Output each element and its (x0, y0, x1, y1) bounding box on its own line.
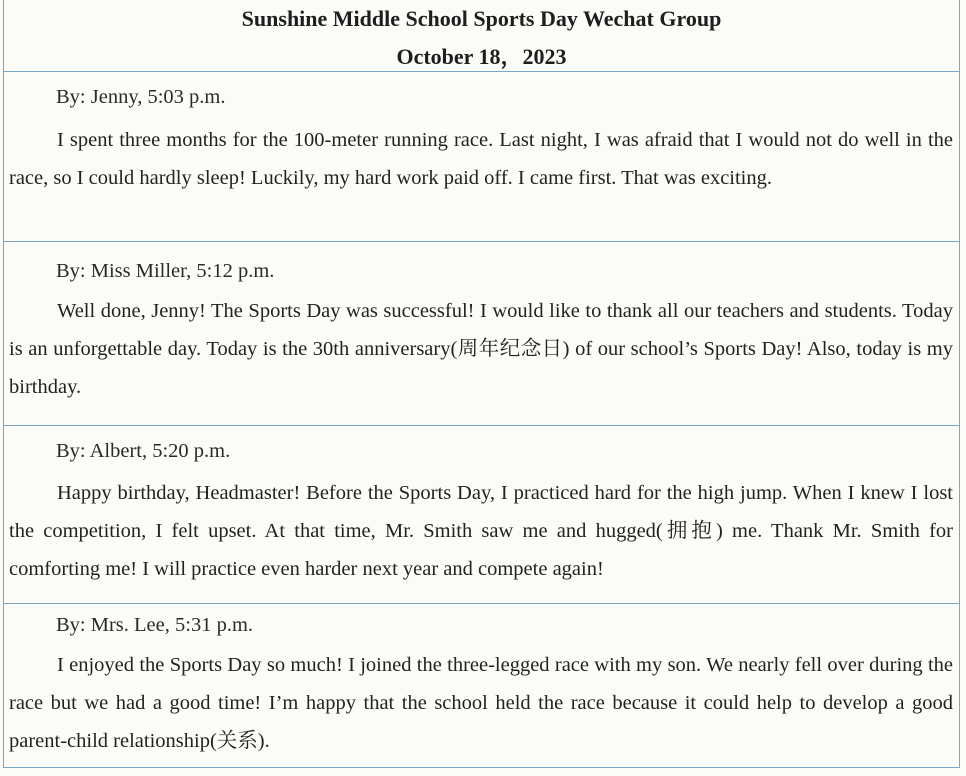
message-text: Well done, Jenny! The Sports Day was successful! I would like to thank all our teachers and students. Today is an unforgettable day. Today is the 30th anniversary(周年纪念日) of our school’s Sports Day! Also, today is my birthday. (9, 300, 953, 398)
message-byline: By: Albert, 5:20 p.m. (56, 440, 231, 462)
chat-log-table (3, 0, 960, 768)
message-row (4, 604, 959, 768)
group-title: Sunshine Middle School Sports Day Wechat Group (241, 6, 722, 31)
group-date: October 18，2023 (396, 44, 567, 69)
message-text: I enjoyed the Sports Day so much! I joined the three-legged race with my son. We nearly fell over during the race but we had a good time! I’m happy that the school held the race because it could help to develop a good parent-child relationship(关系). (9, 654, 953, 752)
message-row (4, 242, 959, 426)
message-row (4, 426, 959, 604)
message-byline: By: Jenny, 5:03 p.m. (56, 86, 226, 108)
message-text: I spent three months for the 100-meter running race. Last night, I was afraid that I would not do well in the race, so I could hardly sleep! Luckily, my hard work paid off. I came first. That was exciting. (9, 129, 953, 189)
message-byline: By: Mrs. Lee, 5:31 p.m. (56, 614, 254, 636)
message-text: Happy birthday, Headmaster! Before the Sports Day, I practiced hard for the high jump. When I knew I lost the competition, I felt upset. At that time, Mr. Smith saw me and hugged(拥抱) me. Thank Mr. Smith for comforting me! I will practice even harder next year and compete again! (9, 482, 953, 580)
message-byline: By: Miss Miller, 5:12 p.m. (56, 260, 275, 282)
message-row (4, 72, 959, 242)
table-header (4, 0, 959, 72)
